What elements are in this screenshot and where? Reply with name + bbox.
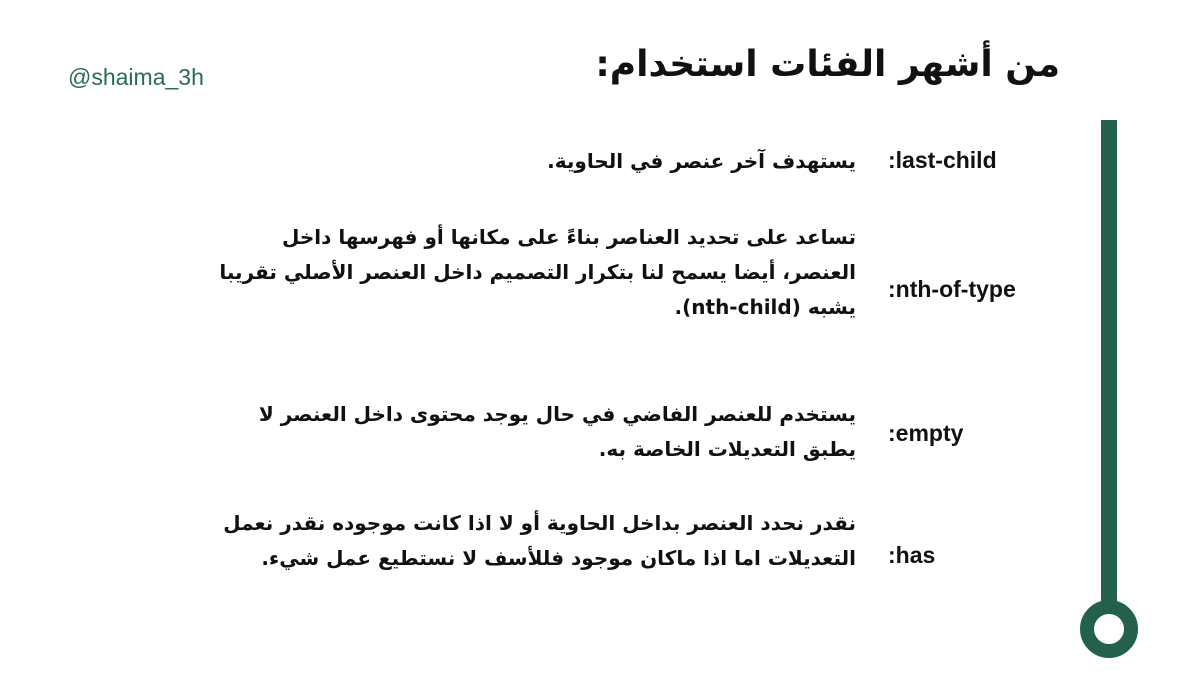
selector-has: :has [888, 542, 936, 568]
description-has: نقدر نحدد العنصر بداخل الحاوية أو لا اذا كانت موجوده نقدر نعمل التعديلات اما اذا ماكان موجود فللأسف لا نستطيع عمل شيء. [223, 511, 856, 570]
timeline-end-circle [1080, 600, 1138, 658]
page-title: من أشهر الفئات استخدام: [595, 44, 1060, 85]
author-handle: @shaima_3h [68, 64, 204, 90]
selector-nth-of-type: :nth-of-type [888, 276, 1016, 302]
description-empty: يستخدم للعنصر الفاضي في حال يوجد محتوى داخل العنصر لا يطبق التعديلات الخاصة به. [258, 402, 856, 461]
description-last-child: يستهدف آخر عنصر في الحاوية. [547, 149, 856, 173]
selector-empty: :empty [888, 420, 964, 446]
timeline-line [1101, 120, 1117, 608]
description-nth-of-type: تساعد على تحديد العناصر بناءً على مكانها أو فهرسها داخل العنصر، أيضا يسمح لنا بتكرار التصميم داخل العنصر الأصلي تقريبا يشبه (nth-child). [219, 225, 856, 319]
selector-last-child: :last-child [888, 147, 997, 173]
